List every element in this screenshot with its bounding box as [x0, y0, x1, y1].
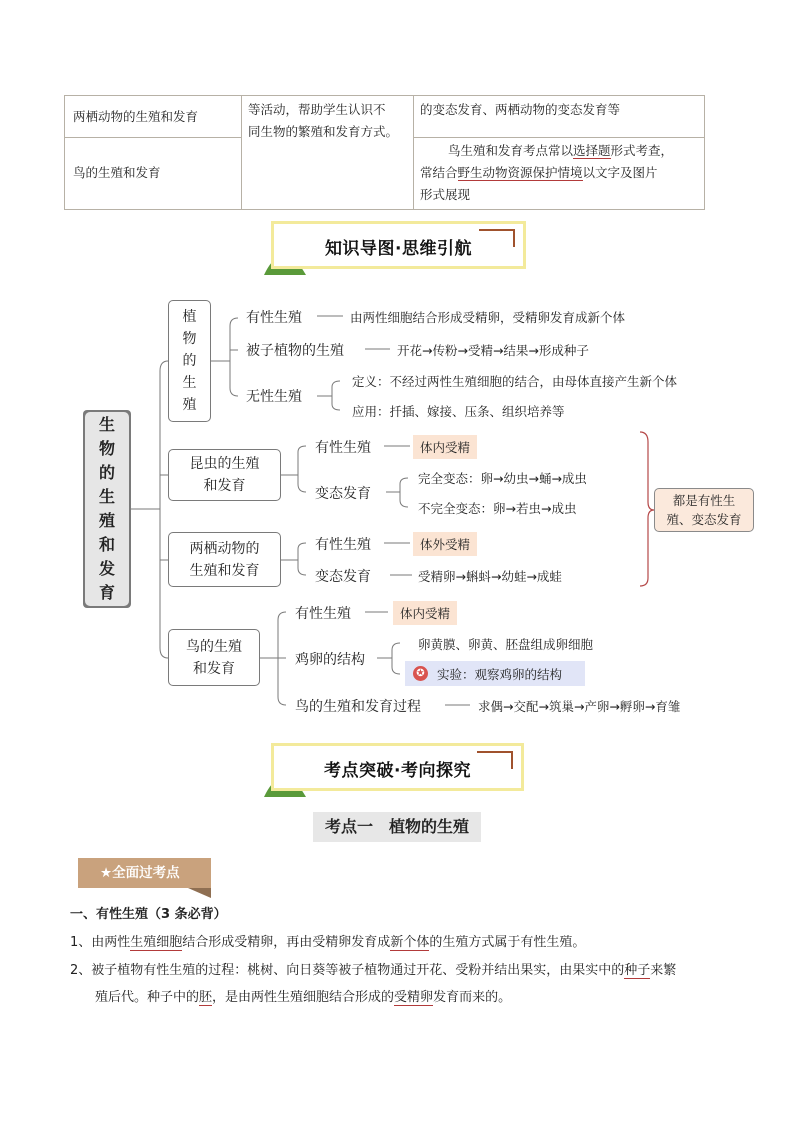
amphibian-metamorphosis-desc: 受精卵→蝌蚪→幼蛙→成蛙	[418, 569, 562, 584]
content-paragraph: 殖后代。种子中的胚，是由两性生殖细胞结合形成的受精卵发育而来的。	[95, 990, 512, 1005]
branch-plant-node: 植物的生殖	[168, 300, 211, 422]
table-cell-topic: 鸟的生殖和发育	[73, 165, 161, 180]
section-title: 考点一 植物的生殖	[313, 812, 481, 842]
bird-fertilization-tag: 体内受精	[393, 601, 457, 625]
underline-text: 选择题	[573, 143, 611, 158]
node-line: 和发育	[203, 478, 246, 494]
table-cell-right-line: 鸟生殖和发育考点常以选择题形式考查，	[448, 143, 674, 158]
content-paragraph: 2、被子植物有性生殖的过程：桃树、向日葵等被子植物通过开花、受粉并结出果实，由果实中的种子来繁	[70, 963, 677, 978]
node-line: 都是有性生	[672, 493, 736, 508]
table-cell-topic: 两栖动物的生殖和发育	[73, 109, 199, 124]
plant-sexual-desc: 由两性细胞结合形成受精卵，受精卵发育成新个体	[350, 310, 626, 325]
amphibian-fertilization-tag: 体外受精	[413, 532, 477, 556]
underline-text: 胚	[199, 990, 213, 1005]
node-line: 两栖动物的	[189, 540, 260, 557]
asexual-definition: 定义：不经过两性生殖细胞的结合，由母体直接产生新个体	[352, 374, 678, 389]
bird-process-label: 鸟的生殖和发育过程	[295, 699, 421, 715]
banner-title: 考点突破·考向探究	[324, 761, 471, 781]
node-line: 鸟的生殖	[186, 638, 242, 655]
table-cell-middle-line: 同生物的繁殖和发育方式。	[248, 124, 399, 139]
branch-insect-node	[168, 449, 281, 501]
angiosperm-desc: 开花→传粉→受精→结果→形成种子	[397, 343, 589, 358]
experiment-tag	[405, 661, 585, 686]
table-cell-right-line: 形式展现	[420, 187, 471, 202]
node-line: 昆虫的生殖	[189, 456, 260, 472]
plant-asexual-label: 无性生殖	[246, 389, 302, 405]
underline-text: 种子	[624, 963, 651, 978]
table-cell-right-line: 常结合野生动物资源保护情境以文字及图片	[420, 165, 658, 180]
asexual-application: 应用：扦插、嫁接、压条、组织培养等	[352, 404, 565, 419]
content-heading: 一、有性生殖（3 条必背）	[70, 907, 227, 922]
node-line: 和发育	[193, 660, 235, 677]
underline-text: 生殖细胞	[130, 935, 183, 950]
exam-points-badge	[78, 858, 211, 898]
bird-sexual-label: 有性生殖	[295, 606, 351, 622]
root-node: 生物的生殖和发育	[85, 412, 129, 606]
branch-bird-node	[168, 629, 260, 686]
experiment-label: 实验：观察鸡卵的结构	[437, 667, 563, 682]
plant-sexual-label: 有性生殖	[246, 310, 302, 326]
node-line: 生殖和发育	[189, 562, 260, 579]
underline-text: 受精卵	[394, 990, 434, 1005]
angiosperm-label: 被子植物的生殖	[246, 343, 344, 359]
table-cell-middle-line: 等活动，帮助学生认识不	[248, 102, 386, 117]
egg-structure-desc: 卵黄膜、卵黄、胚盘组成卵细胞	[418, 637, 594, 652]
amphibian-sexual-label: 有性生殖	[315, 537, 371, 553]
insect-fertilization-tag: 体内受精	[413, 435, 477, 459]
branch-amphibian-node	[168, 532, 281, 587]
egg-structure-label: 鸡卵的结构	[295, 652, 365, 668]
underline-text: 野生动物资源保护情境	[457, 165, 583, 180]
badge-fold	[188, 888, 211, 898]
banner-decoration	[511, 751, 513, 769]
badge-label: ★全面过考点	[78, 858, 211, 888]
content-paragraph: 1、由两性生殖细胞结合形成受精卵，再由受精卵发育成新个体的生殖方式属于有性生殖。	[70, 935, 586, 950]
bird-process-desc: 求偶→交配→筑巢→产卵→孵卵→育雏	[478, 699, 681, 714]
complete-metamorphosis: 完全变态：卵→幼虫→蛹→成虫	[418, 471, 587, 486]
banner-decoration	[477, 751, 513, 753]
exam-points-banner	[271, 743, 524, 791]
incomplete-metamorphosis: 不完全变态：卵→若虫→成虫	[418, 501, 577, 516]
insect-sexual-label: 有性生殖	[315, 440, 371, 456]
table-cell-right-top: 的变态发育、两栖动物的变态发育等	[420, 102, 621, 117]
summary-node	[654, 488, 754, 532]
star-icon: ✪	[413, 666, 428, 681]
underline-text: 新个体	[390, 935, 430, 950]
node-line: 殖、变态发育	[666, 512, 742, 527]
amphibian-metamorphosis-label: 变态发育	[315, 569, 371, 585]
insect-metamorphosis-label: 变态发育	[315, 486, 371, 502]
banner-title: 知识导图·思维引航	[325, 239, 472, 259]
